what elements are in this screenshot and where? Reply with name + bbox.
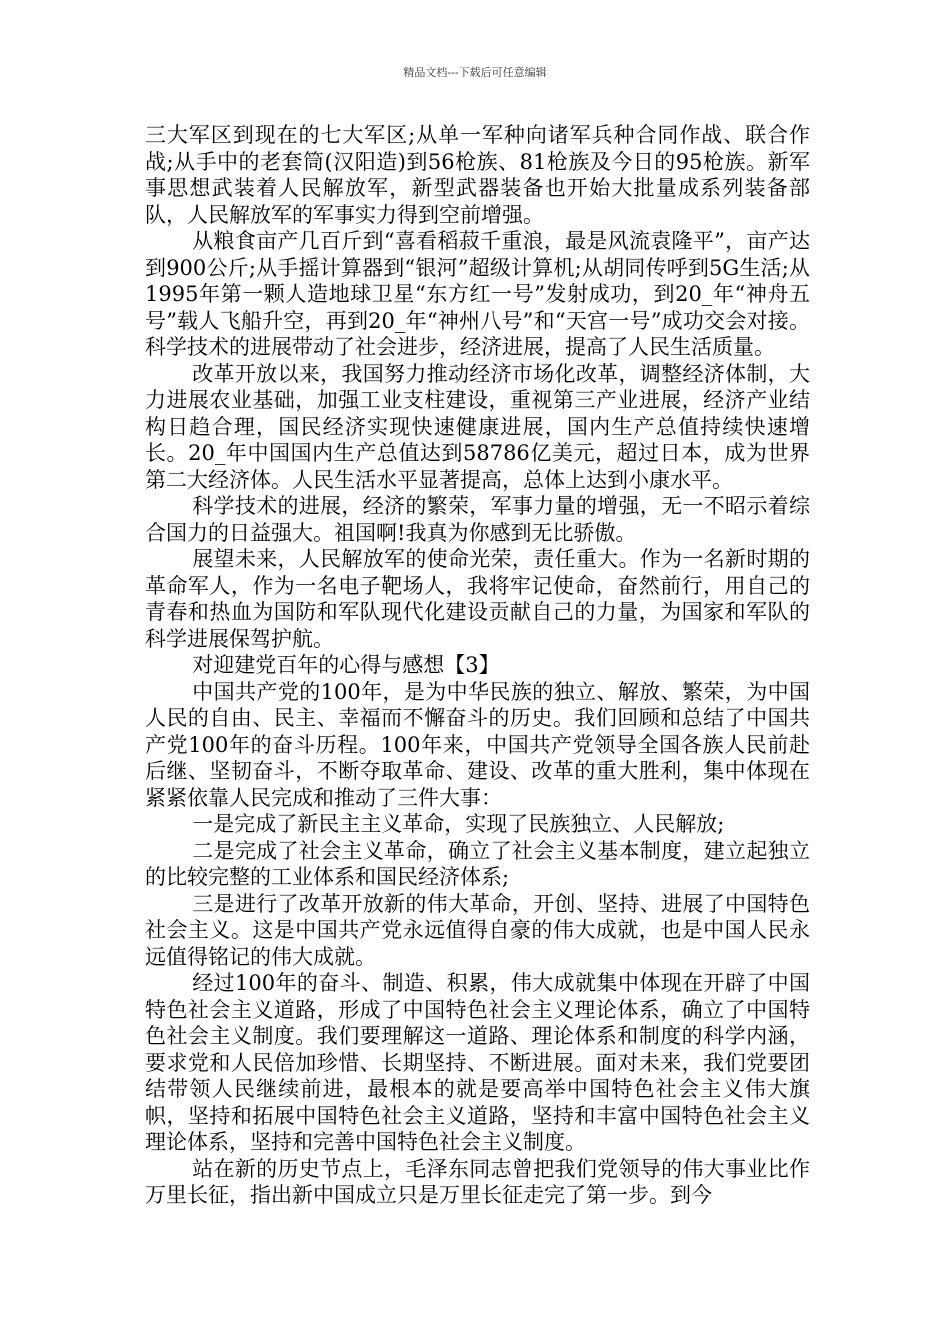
paragraph-4: 科学技术的进展，经济的繁荣，军事力量的增强，无一不昭示着综合国力的日益强大。祖国啊!我真为你感到无比骄傲。 <box>145 494 810 545</box>
page-header-note: 精品文档---下载后可任意编辑 <box>403 66 547 79</box>
paragraph-2: 从粮食亩产几百斤到“喜看稻菽千重浪，最是风流袁隆平”，亩产达到900公斤;从手摇计算器到“银河”超级计算机;从胡同传呼到5G生活;从1995年第一颗人造地球卫星“东方红一号”发射成功，到20_年“神舟五号”载人飞船升空，再到20_年“神州八号”和“天宫一号”成功交会对接。科学技术的进展带动了社会进步，经济进展，提高了人民生活质量。 <box>145 229 810 359</box>
section-title: 对迎建党百年的心得与感想【3】 <box>192 653 500 677</box>
paragraph-10: 三是进行了改革开放新的伟大革命，开创、坚持、进展了中国特色社会主义。这是中国共产党永远值得自豪的伟大成就，也是中国人民永远值得铭记的伟大成就。 <box>145 891 810 969</box>
paragraph-5: 展望未来，人民解放军的使命光荣，责任重大。作为一名新时期的革命军人，作为一名电子靶场人，我将牢记使命，奋然前行，用自己的青春和热血为国防和军队现代化建设贡献自己的力量，为国家和军队的科学进展保驾护航。 <box>145 547 810 651</box>
paragraph-8: 一是完成了新民主主义革命，实现了民族独立、人民解放; <box>192 812 725 836</box>
paragraph-1: 三大军区到现在的七大军区;从单一军种向诸军兵种合同作战、联合作战;从手中的老套筒(汉阳造)到56枪族、81枪族及今日的95枪族。新军事思想武装着人民解放军，新型武器装备也开始大批量成系列装备部队，人民解放军的军事实力得到空前增强。 <box>145 123 810 227</box>
paragraph-3: 改革开放以来，我国努力推动经济市场化改革，调整经济体制，大力进展农业基础，加强工业支柱建设，重视第三产业进展，经济产业结构日趋合理，国民经济实现快速健康进展，国内生产总值持续快速增长。20_年中国国内生产总值达到58786亿美元，超过日本，成为世界第二大经济体。人民生活水平显著提高，总体上达到小康水平。 <box>145 361 810 492</box>
paragraph-9: 二是完成了社会主义革命，确立了社会主义基本制度，建立起独立的比较完整的工业体系和国民经济体系; <box>145 838 810 889</box>
paragraph-12: 站在新的历史节点上，毛泽东同志曾把我们党领导的伟大事业比作万里长征，指出新中国成立只是万里长征走完了第一步。到今 <box>145 1156 810 1207</box>
paragraph-7: 中国共产党的100年，是为中华民族的独立、解放、繁荣，为中国人民的自由、民主、幸福而不懈奋斗的历史。我们回顾和总结了中国共产党100年的奋斗历程。100年来，中国共产党领导全国各族人民前赴后继、坚韧奋斗，不断夺取革命、建设、改革的重大胜利，集中体现在紧紧依靠人民完成和推动了三件大事： <box>145 679 810 810</box>
paragraph-11: 经过100年的奋斗、制造、积累，伟大成就集中体现在开辟了中国特色社会主义道路，形成了中国特色社会主义理论体系，确立了中国特色社会主义制度。我们要理解这一道路、理论体系和制度的科学内涵，要求党和人民倍加珍惜、长期坚持、不断进展。面对未来，我们党要团结带领人民继续前进，最根本的就是要高举中国特色社会主义伟大旗帜，坚持和拓展中国特色社会主义道路，坚持和丰富中国特色社会主义理论体系，坚持和完善中国特色社会主义制度。 <box>145 971 810 1154</box>
document-body <box>145 122 810 1209</box>
